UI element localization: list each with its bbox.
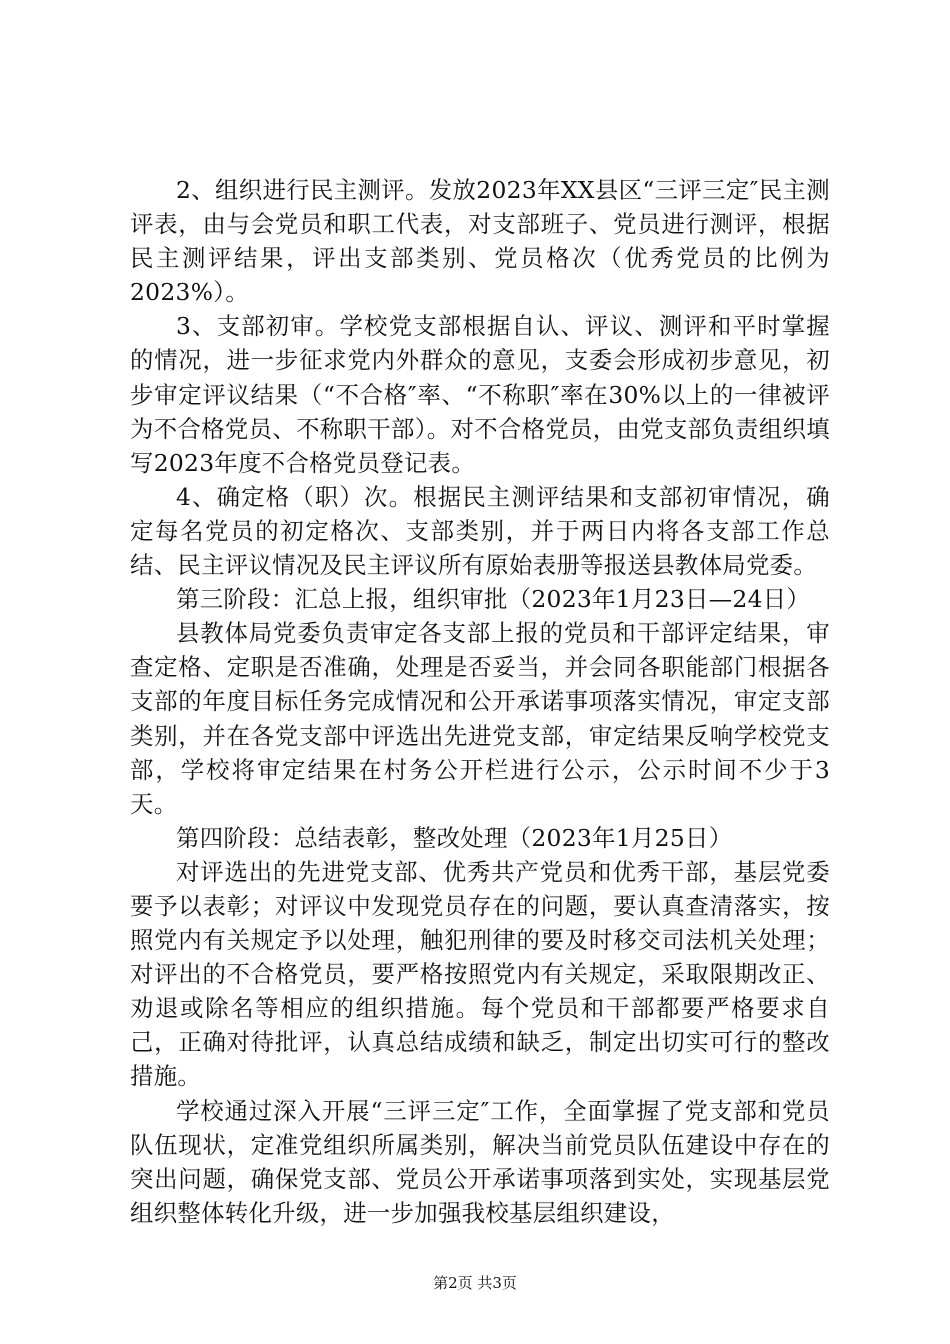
paragraph-determine-grade: 4、确定格（职）次。根据民主测评结果和支部初审情况，确定每名党员的初定格次、支部类别，并于两日内将各支部工作总结、民主评议情况及民主评议所有原始表册等报送县教体局党委。 (130, 482, 830, 580)
paragraph-democratic-evaluation: 2、组织进行民主测评。发放2023年XX县区“三评三定″民主测评表，由与会党员和职工代表，对支部班子、党员进行测评，根据民主测评结果，评出支部类别、党员格次（优秀党员的比例为2023%）。 (130, 176, 830, 307)
paragraph-conclusion: 学校通过深入开展“三评三定″工作，全面掌握了党支部和党员队伍现状，定准党组织所属类别，解决当前党员队伍建设中存在的突出问题，确保党支部、党员公开承诺事项落到实处，实现基层党组织整体转化升级，进一步加强我校基层组织建设， (130, 1096, 830, 1227)
page-footer: 第2页 共3页 (433, 1274, 517, 1292)
paragraph-branch-preliminary-review: 3、支部初审。学校党支部根据自认、评议、测评和平时掌握的情况，进一步征求党内外群众的意见，支委会形成初步意见，初步审定评议结果（“不合格″率、“不称职″率在30%以上的一律被评为不合格党员、不称职干部）。对不合格党员，由党支部负责组织填写2023年度不合格党员登记表。 (130, 312, 830, 477)
heading-stage-four: 第四阶段：总结表彰，整改处理（2023年1月25日） (176, 823, 733, 852)
paragraph-stage-four-body: 对评选出的先进党支部、优秀共产党员和优秀干部，基层党委要予以表彰；对评议中发现党员存在的问题，要认真查清落实，按照党内有关规定予以处理，触犯刑律的要及时移交司法机关处理；对评出的不合格党员，要严格按照党内有关规定，采取限期改正、劝退或除名等相应的组织措施。每个党员和干部都要严格要求自己，正确对待批评，认真总结成绩和缺乏，制定出切实可行的整改措施。 (130, 857, 830, 1091)
heading-stage-three: 第三阶段：汇总上报，组织审批（2023年1月23日—24日） (176, 585, 811, 614)
document-body (130, 173, 830, 1230)
paragraph-stage-three-body: 县教体局党委负责审定各支部上报的党员和干部评定结果，审查定格、定职是否准确，处理是否妥当，并会同各职能部门根据各支部的年度目标任务完成情况和公开承诺事项落实情况，审定支部类别，并在各党支部中评选出先进党支部，审定结果反响学校党支部，学校将审定结果在村务公开栏进行公示，公示时间不少于3天。 (130, 619, 830, 818)
